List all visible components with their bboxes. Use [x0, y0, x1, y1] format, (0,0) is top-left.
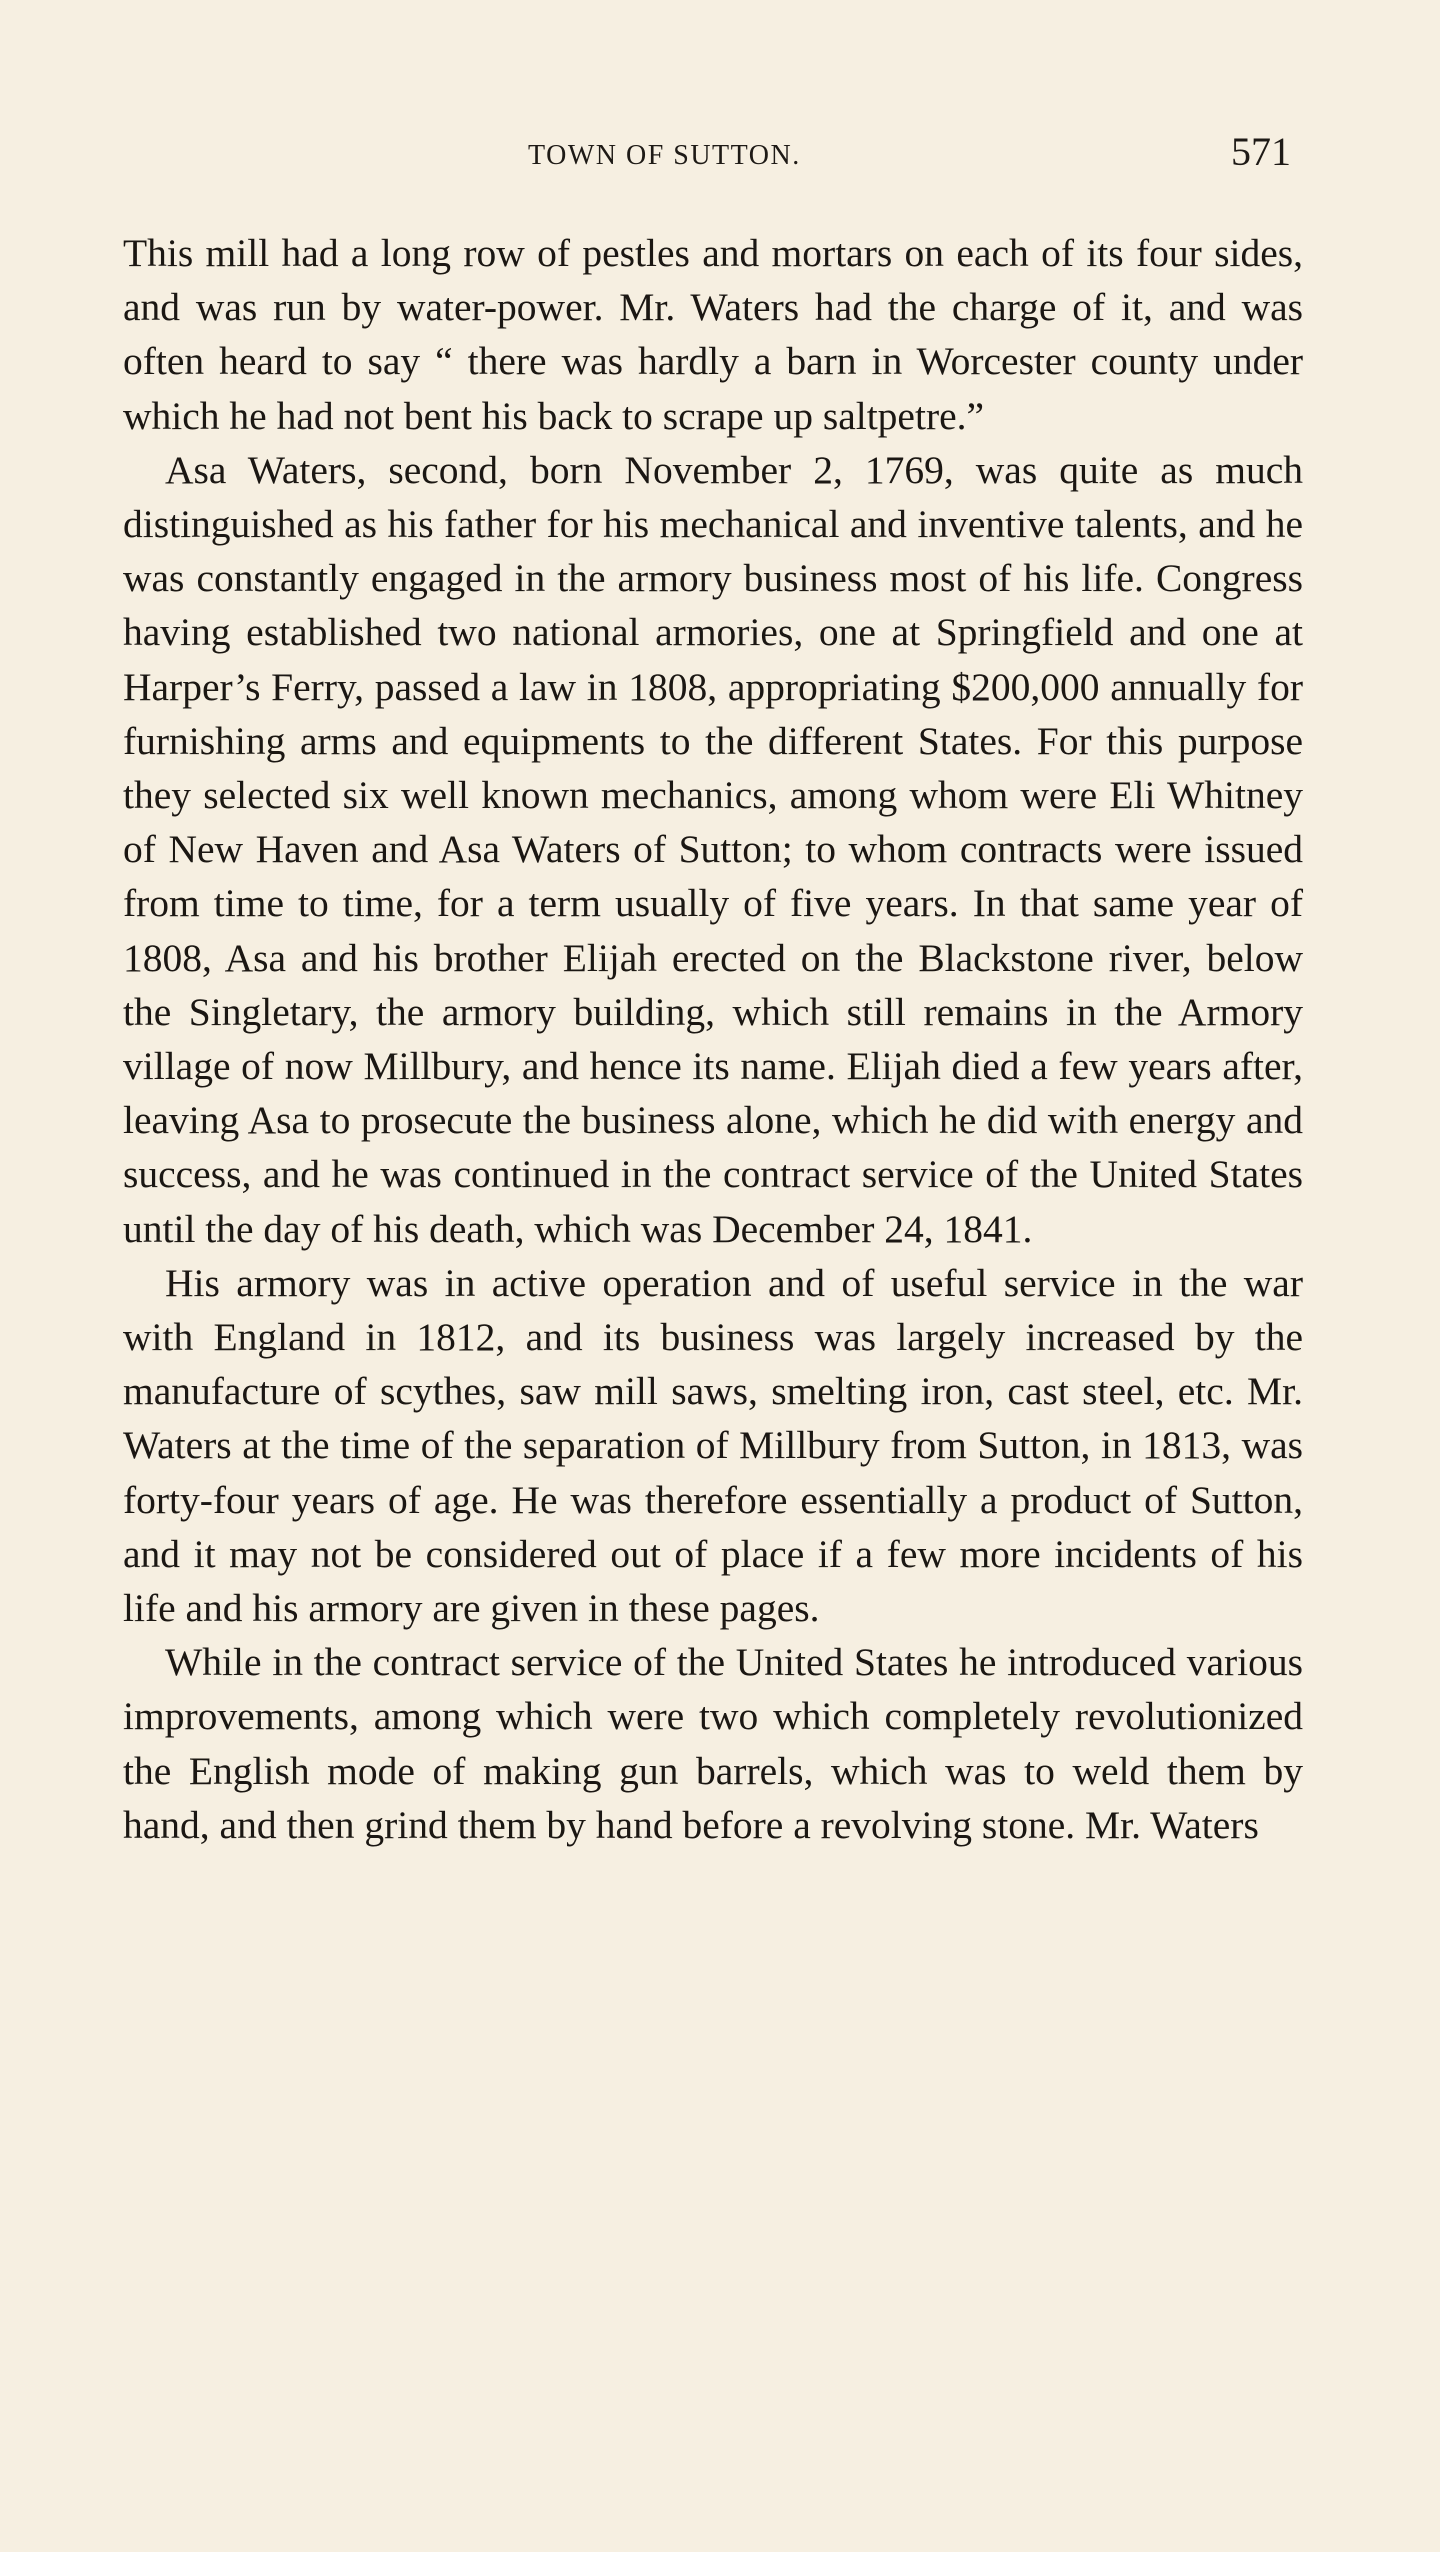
paragraph-3: His armory was in active operation and of useful service in the war with England in 1812, and its business was largely increased by the manufacture of scythes, saw mill saws, smelting iron, cast steel, etc. Mr. Waters at the time of the separation of Millbury from Sutton, in 1813, was forty-four years of age. He was therefore essentially a product of Sutton, and it may not be considered out of place if a few more incidents of his life and his armory are given in these pages.	[123, 1260, 1303, 1631]
paragraph-1: This mill had a long row of pestles and mortars on each of its four sides, and was run by water-power. Mr. Waters had the charge of it, and was often heard to say “ there was hardly a barn in Worcester county under which he had not bent his back to scrape up saltpetre.”	[123, 231, 1303, 438]
page-header	[123, 128, 1293, 188]
body-text	[123, 226, 1303, 1852]
paragraph-2: Asa Waters, second, born November 2, 1769, was quite as much distinguished as his father for his mechanical and inventive talents, and he was constantly engaged in the armory business most of his life. Congress having established two national armories, one at Springfield and one at Harper’s Ferry, passed a law in 1808, appropriating $200,000 annually for furnishing arms and equipments to the different States. For this purpose they selected six well known mechanics, among whom were Eli Whitney of New Haven and Asa Waters of Sutton; to whom contracts were issued from time to time, for a term usually of five years. In that same year of 1808, Asa and his brother Elijah erected on the Blackstone river, below the Singletary, the armory building, which still remains in the Armory village of now Millbury, and hence its name. Elijah died a few years after, leaving Asa to prosecute the business alone, which he did with energy and success, and he was continued in the contract service of the United States until the day of his death, which was December 24, 1841.	[123, 447, 1303, 1251]
running-head: TOWN OF SUTTON.	[528, 140, 801, 171]
paragraph-4: While in the contract service of the United States he introduced various improvements, among which were two which completely revolutionized the English mode of making gun barrels, which was to weld them by hand, and then grind them by hand before a revolving stone. Mr. Waters	[123, 1640, 1303, 1847]
page-number: 571	[1231, 129, 1291, 174]
